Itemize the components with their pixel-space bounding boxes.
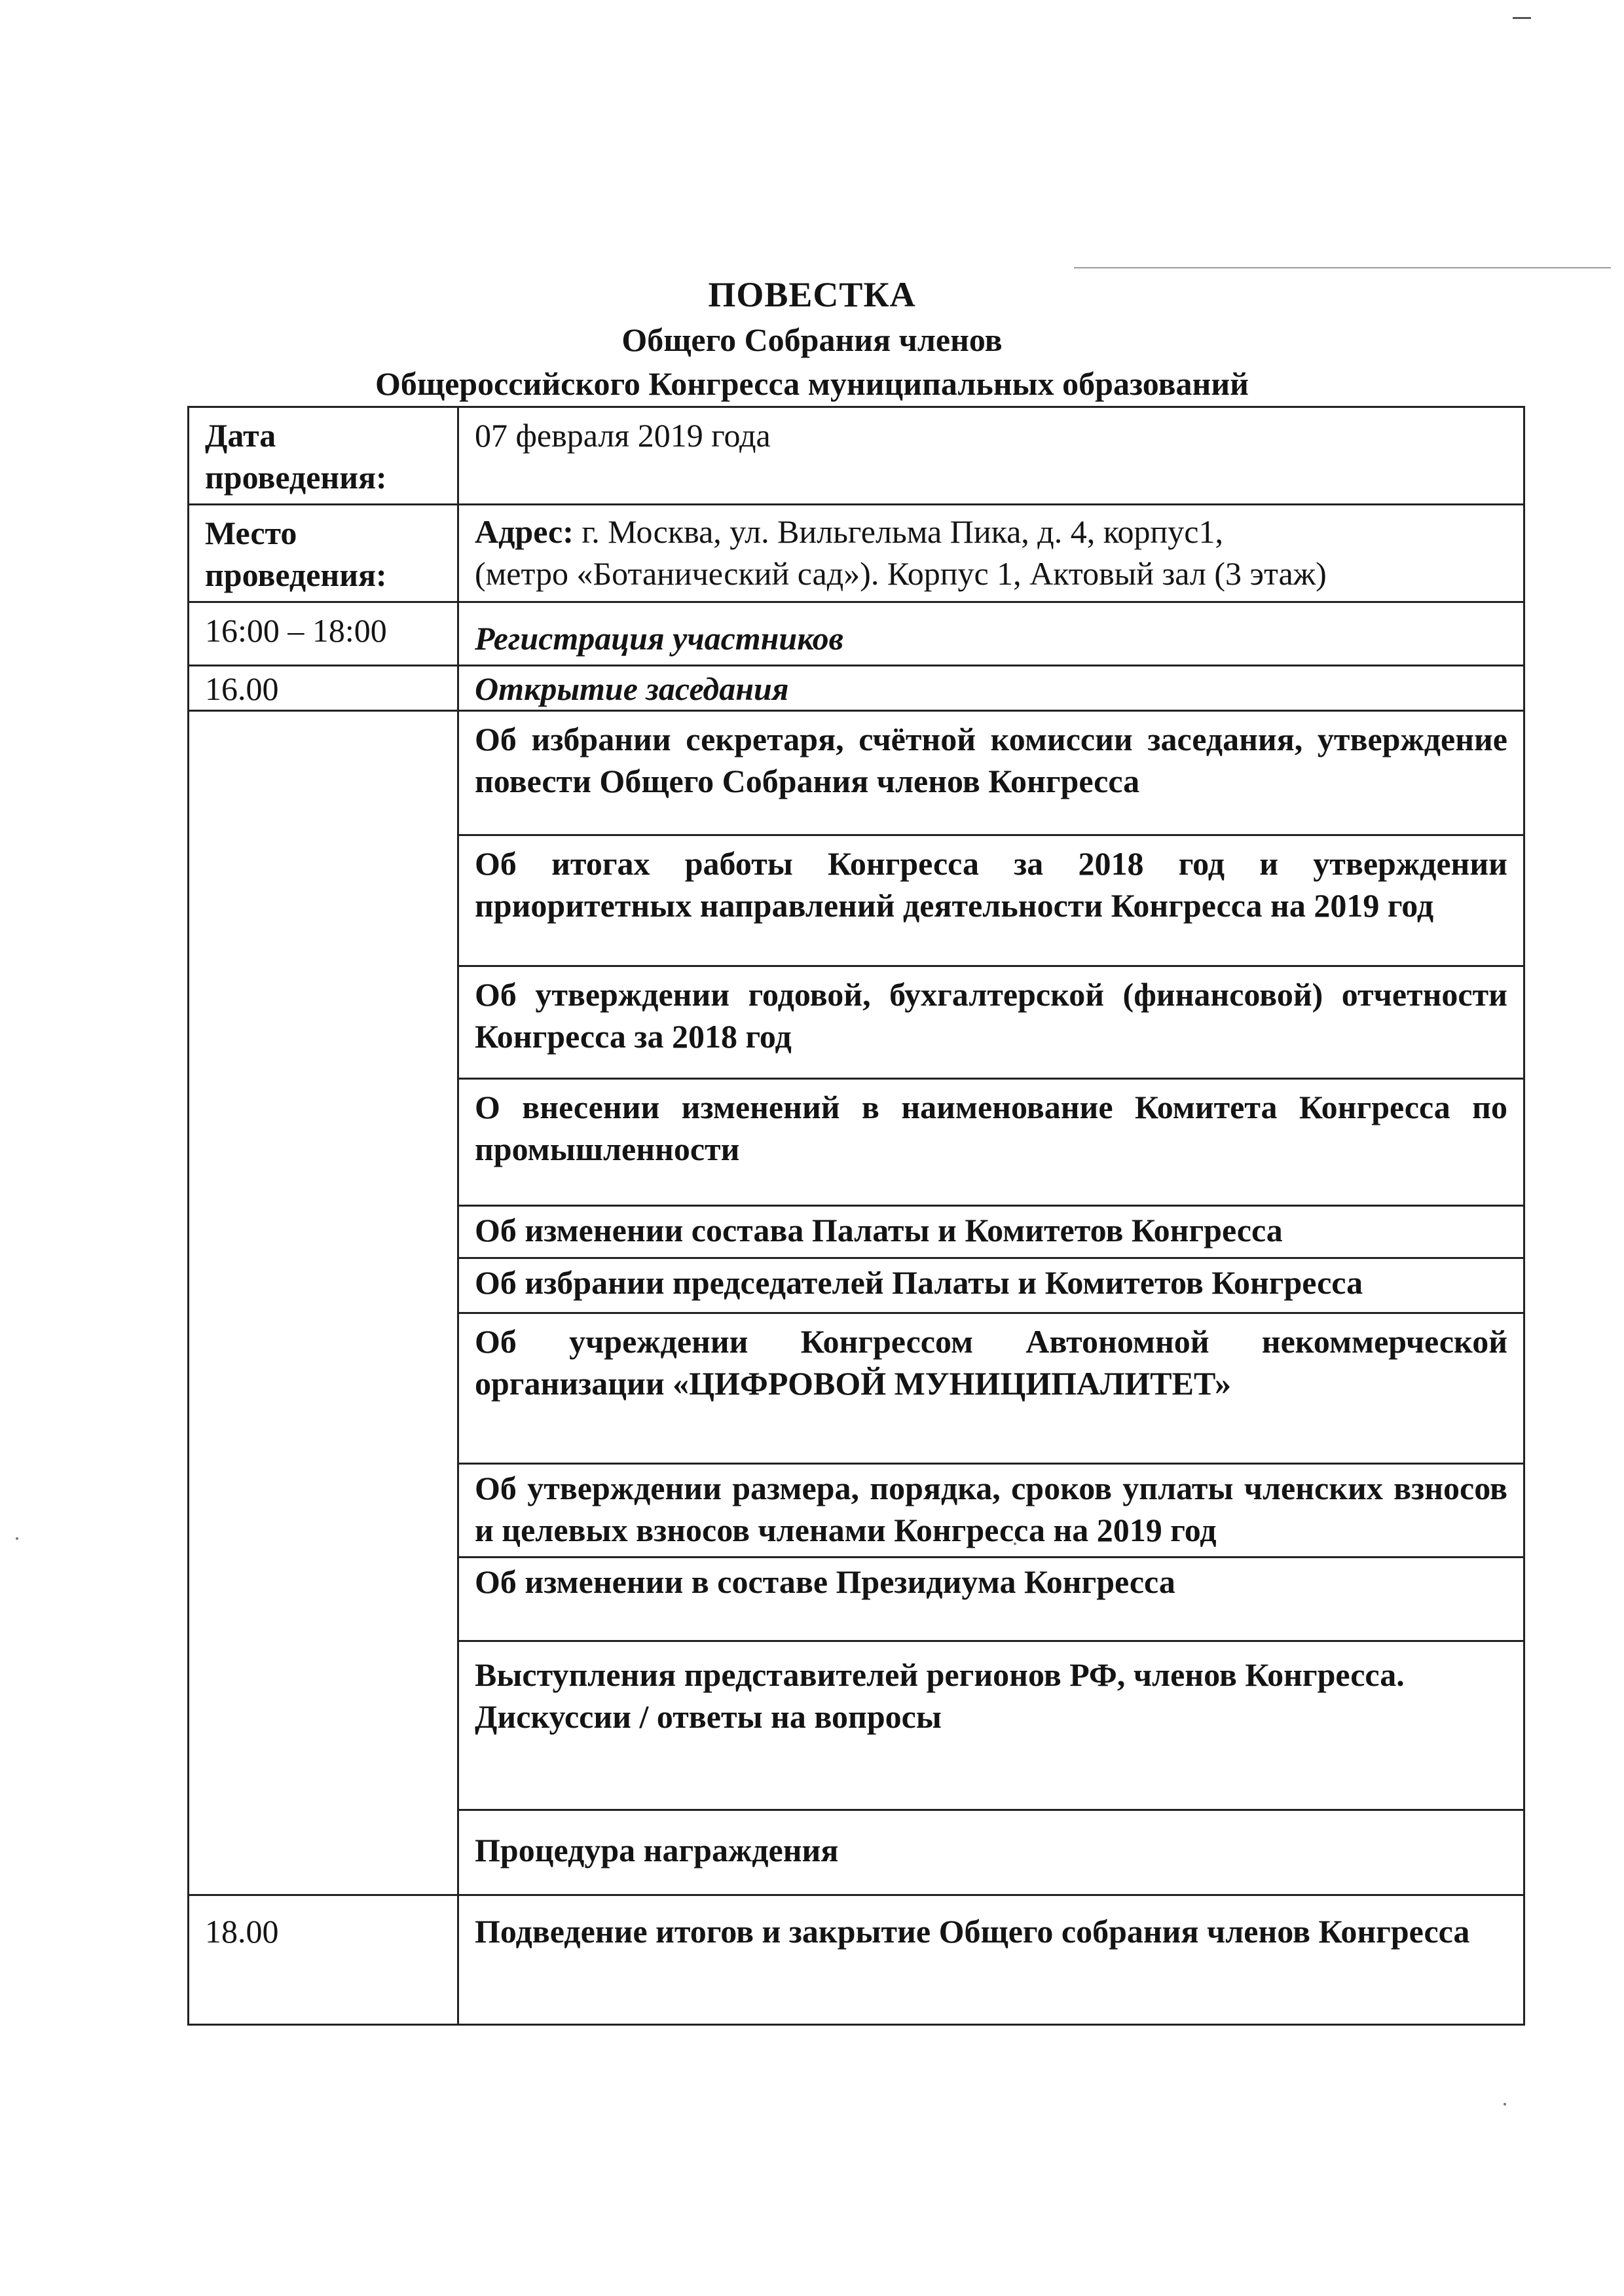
table-row <box>189 407 1524 505</box>
address-label: Адрес: <box>475 513 574 550</box>
place-label: Место проведения: <box>189 505 458 602</box>
document-header <box>0 272 1624 405</box>
speeches-line-2: Дискуссии / ответы на вопросы <box>475 1698 942 1735</box>
scan-speck <box>1504 2103 1506 2105</box>
agenda-item: Об изменении в составе Президиума Конгресса <box>458 1558 1524 1641</box>
agenda-item: Об избрании председателей Палаты и Комитетов Конгресса <box>458 1258 1524 1313</box>
empty-time-cell <box>189 711 458 1895</box>
agenda-item: Об изменении состава Палаты и Комитетов Конгресса <box>458 1206 1524 1258</box>
agenda-item: Об итогах работы Конгресса за 2018 год и утверждении приоритетных направлений деятельности Конгресса на 2019 год <box>458 835 1524 966</box>
closing-title: Подведение итогов и закрытие Общего собрания членов Конгресса <box>458 1895 1524 2025</box>
document-title: ПОВЕСТКА <box>708 275 916 314</box>
place-value <box>458 505 1524 602</box>
registration-time: 16:00 – 18:00 <box>189 602 458 666</box>
date-value: 07 февраля 2019 года <box>458 407 1524 505</box>
table-row <box>189 1895 1524 2025</box>
table-row <box>189 505 1524 602</box>
agenda-item: О внесении изменений в наименование Комитета Конгресса по промышленности <box>458 1079 1524 1206</box>
agenda-item: Об учреждении Конгрессом Автономной некоммерческой организации «ЦИФРОВОЙ МУНИЦИПАЛИТЕТ» <box>458 1313 1524 1464</box>
agenda-item: Об утверждении годовой, бухгалтерской (финансовой) отчетности Конгресса за 2018 год <box>458 966 1524 1079</box>
speeches-item <box>458 1641 1524 1810</box>
opening-time: 16.00 <box>189 666 458 711</box>
document-subtitle: Общего Собрания членов <box>621 321 1003 358</box>
scan-artifact <box>1513 17 1531 19</box>
table-row <box>189 602 1524 666</box>
scan-speck <box>16 1537 18 1540</box>
closing-time: 18.00 <box>189 1895 458 2025</box>
address-line-1: г. Москва, ул. Вильгельма Пика, д. 4, корпус1, <box>573 513 1223 550</box>
table-row <box>189 711 1524 835</box>
date-label: Дата проведения: <box>189 407 458 505</box>
scan-artifact <box>1074 267 1611 268</box>
organization-name: Общероссийского Конгресса муниципальных образований <box>375 365 1249 402</box>
agenda-item: Об утверждении размера, порядка, сроков уплаты членских взносов и целевых взносов членами Конгресса на 2019 год <box>458 1464 1524 1558</box>
opening-title: Открытие заседания <box>458 666 1524 711</box>
registration-title: Регистрация участников <box>458 602 1524 666</box>
agenda-table <box>187 406 1525 2026</box>
table-row <box>189 666 1524 711</box>
awards-item: Процедура награждения <box>458 1810 1524 1895</box>
address-line-2: (метро «Ботанический сад»). Корпус 1, Актовый зал (3 этаж) <box>475 555 1327 592</box>
speeches-line-1: Выступления представителей регионов РФ, членов Конгресса. <box>475 1656 1405 1693</box>
agenda-item: Об избрании секретаря, счётной комиссии заседания, утверждение повести Общего Собрания членов Конгресса <box>458 711 1524 835</box>
